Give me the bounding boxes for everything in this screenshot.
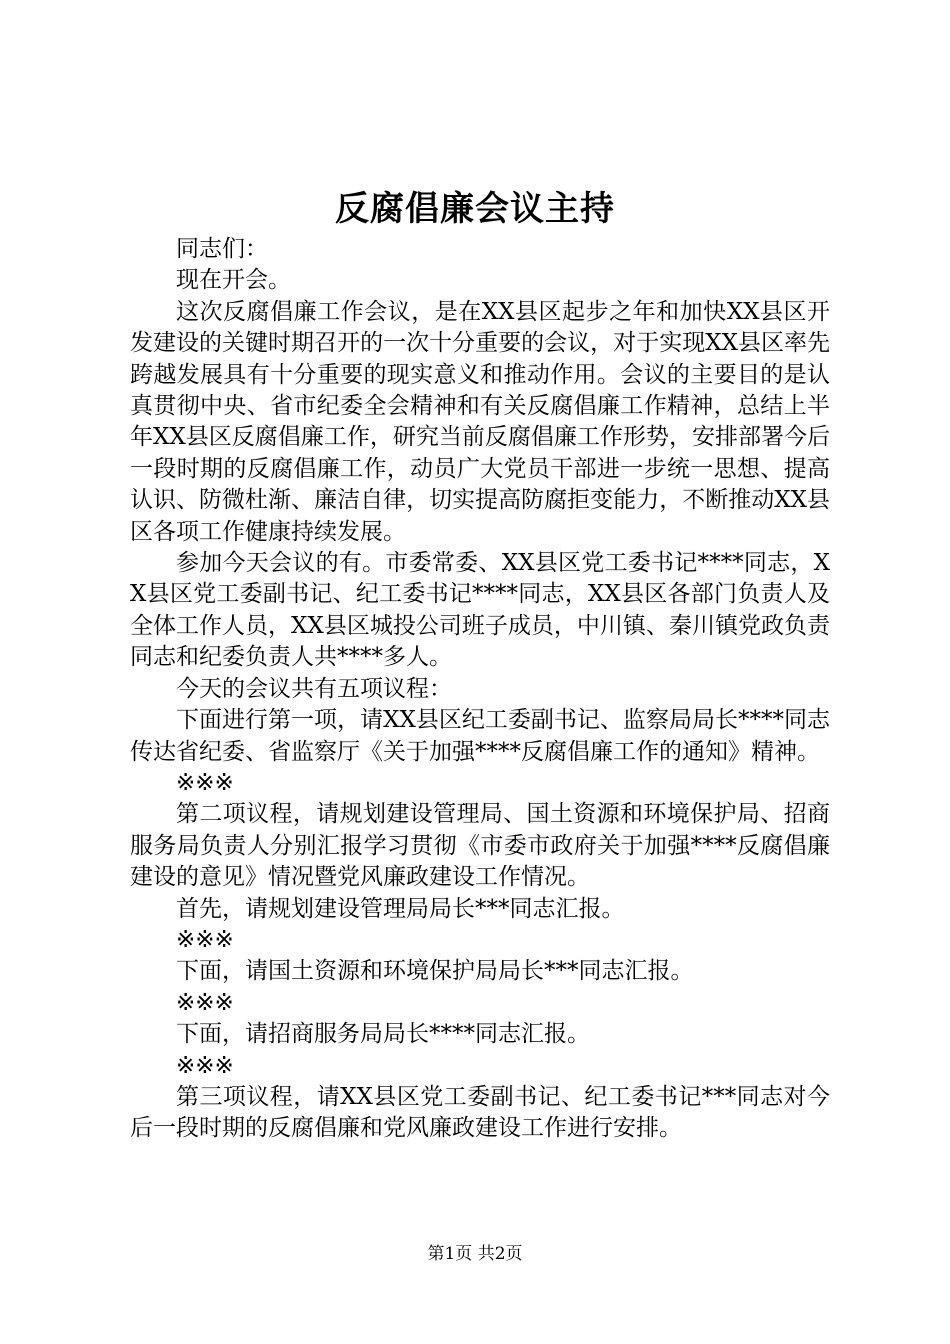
paragraph-report-planning: 首先，请规划建设管理局局长***同志汇报。 [176, 895, 625, 922]
paragraph-separator: ※※※ [176, 926, 234, 953]
paragraph-item-one: 下面进行第一项，请XX县区纪工委副书记、监察局局长****同志传达省纪委、省监察厅《关于加强****反腐倡廉工作的通知》精神。 [130, 707, 830, 765]
paragraph-salutation: 同志们： [176, 236, 268, 262]
paragraph-item-three: 第三项议程，请XX县区党工委副书记、纪工委书记***同志对今后一段时期的反腐倡廉和党风廉政建设工作进行安排。 [130, 1083, 830, 1142]
paragraph-agenda-intro: 今天的会议共有五项议程： [176, 675, 452, 702]
paragraph-opening: 现在开会。 [176, 267, 291, 294]
paragraph-attendees: 参加今天会议的有。市委常委、XX县区党工委书记****同志，XX县区党工委副书记、纪工委书记****同志，XX县区各部门负责人及全体工作人员，XX县区城投公司班子成员，中川镇、秦川镇党政负责同志和纪委负责人共****多人。 [130, 550, 830, 671]
document-body [130, 234, 830, 1145]
paragraph-purpose: 这次反腐倡廉工作会议，是在XX县区起步之年和加快XX县区开发建设的关键时期召开的一次十分重要的会议，对于实现XX县区率先跨越发展具有十分重要的现实意义和推动作用。会议的主要目的是认真贯彻中央、省市纪委全会精神和有关反腐倡廉工作精神，总结上半年XX县区反腐倡廉工作，研究当前反腐倡廉工作形势，安排部署今后一段时期的反腐倡廉工作，动员广大党员干部进一步统一思想、提高认识、防微杜渐、廉洁自律，切实提高防腐拒变能力，不断推动XX县区各项工作健康持续发展。 [130, 298, 830, 545]
paragraph-separator: ※※※ [176, 1052, 234, 1079]
paragraph-report-investment: 下面，请招商服务局局长****同志汇报。 [176, 1021, 590, 1048]
page-footer: 第1页 共2页 [427, 1244, 523, 1264]
document-title: 反腐倡廉会议主持 [335, 189, 615, 229]
paragraph-item-two: 第二项议程，请规划建设管理局、国土资源和环境保护局、招商服务局负责人分别汇报学习贯彻《市委市政府关于加强****反腐倡廉建设的意见》情况暨党风廉政建设工作情况。 [130, 801, 830, 891]
paragraph-report-land: 下面，请国土资源和环境保护局局长***同志汇报。 [176, 958, 694, 985]
paragraph-separator: ※※※ [176, 989, 234, 1016]
paragraph-separator: ※※※ [176, 769, 234, 796]
